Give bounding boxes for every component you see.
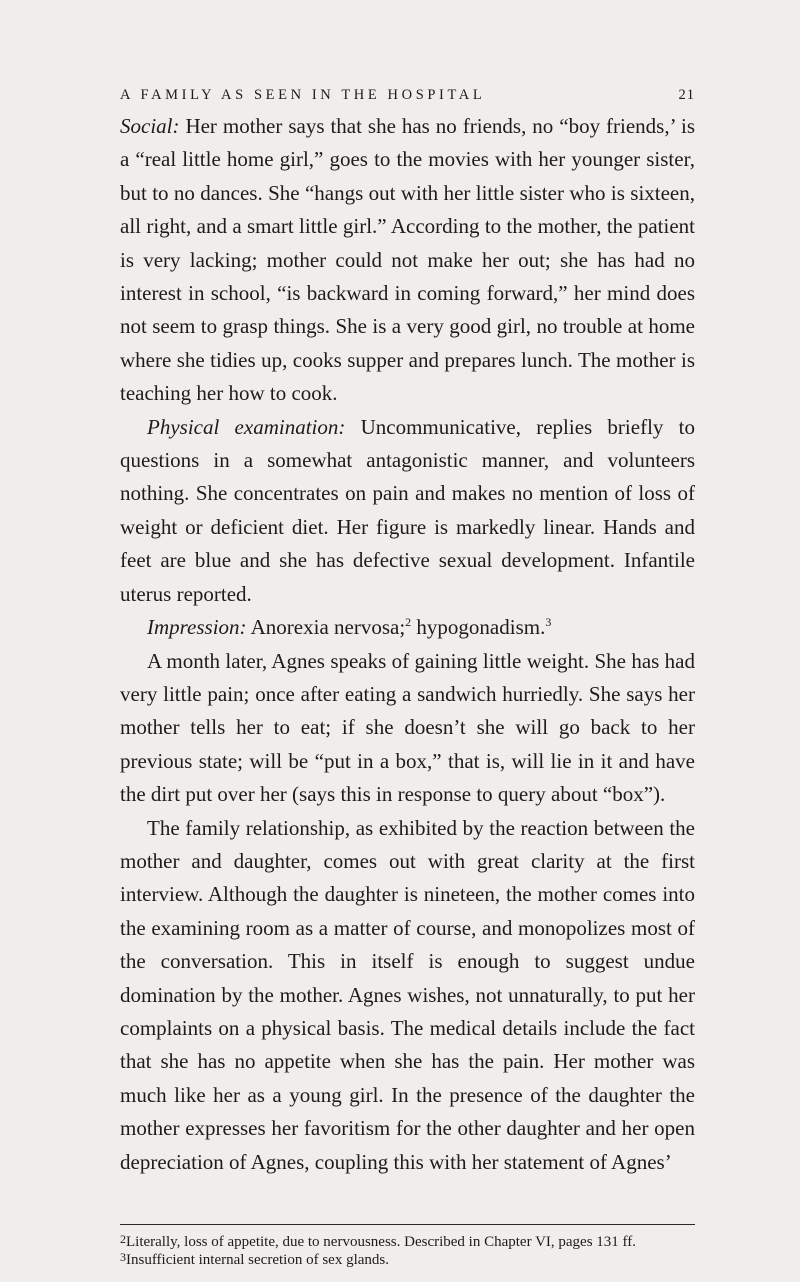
footnote-ref-2: 2 [405,615,412,630]
paragraph-physical-examination-text: Uncommunicative, replies briefly to questions in a somewhat antagonistic manner, and volunteers nothing. She concentrates on pain and makes no mention of loss of weight or deficient diet. Her figure is markedly linear. Hands and feet are blue and she has defective sexual development. Infantile uterus reported. [120,414,695,606]
section-label-social: Social: [120,114,180,138]
running-head-title: A FAMILY AS SEEN IN THE HOSPITAL [120,87,486,103]
footnote-ref-3: 3 [545,615,552,630]
footnotes [120,1233,695,1269]
body-text [120,110,695,1179]
page-number: 21 [678,87,695,103]
impression-text-a: Anorexia nervosa; [246,615,406,640]
section-label-impression: Impression: [147,615,247,640]
footnote-mark-3: 3 [120,1250,126,1264]
footnote-text-3: Insufficient internal secretion of sex glands. [126,1252,389,1268]
paragraph-social [120,110,695,411]
footnote-mark-2: 2 [120,1232,126,1246]
footnote-3 [120,1251,695,1269]
footnote-divider [120,1224,695,1225]
paragraph-family-relationship: The family relationship, as exhibited by the reaction between the mother and daughter, comes out with great clarity at the first interview. Although the daughter is nineteen, the mother comes into the examining room as a matter of course, and monopolizes most of the conversation. This in itself is enough to suggest undue domination by the mother. Agnes wishes, not unnaturally, to put her complaints on a physical basis. The medical details include the fact that she has no appetite when she has the pain. Her mother was much like her as a young girl. In the presence of the daughter the mother expresses her favoritism for the other daughter and her open depreciation of Agnes, coupling this with her statement of Agnes’ [120,815,695,1174]
section-label-physical-examination: Physical examination: [147,414,346,439]
paragraph-social-text: Her mother says that she has no friends, no “boy friends,’ is a “real little home girl,” goes to the movies with her younger sister, but to no dances. She “hangs out with her little sister who is sixteen, all right, and a smart little girl.” According to the mother, the patient is very lacking; mother could not make her out; she has had no interest in school, “is backward in coming forward,” her mind does not seem to grasp things. She is a very good girl, no trouble at home where she tidies up, cooks supper and prepares lunch. The mother is teaching her how to cook. [120,114,695,406]
footnote-text-2: Literally, loss of appetite, due to nervousness. Described in Chapter VI, pages 131 ff. [126,1234,637,1250]
footnote-2 [120,1233,695,1251]
paragraph-physical-examination [120,411,695,611]
paragraph-month-later: A month later, Agnes speaks of gaining little weight. She has had very little pain; once after eating a sandwich hurriedly. She says her mother tells her to eat; if she doesn’t she will go back to her previous state; will be “put in a box,” that is, will lie in it and have the dirt put over her (says this in response to query about “box”). [120,648,695,807]
running-head [120,85,695,105]
impression-text-b: hypogonadism. [411,615,546,640]
paragraph-impression [120,611,695,644]
